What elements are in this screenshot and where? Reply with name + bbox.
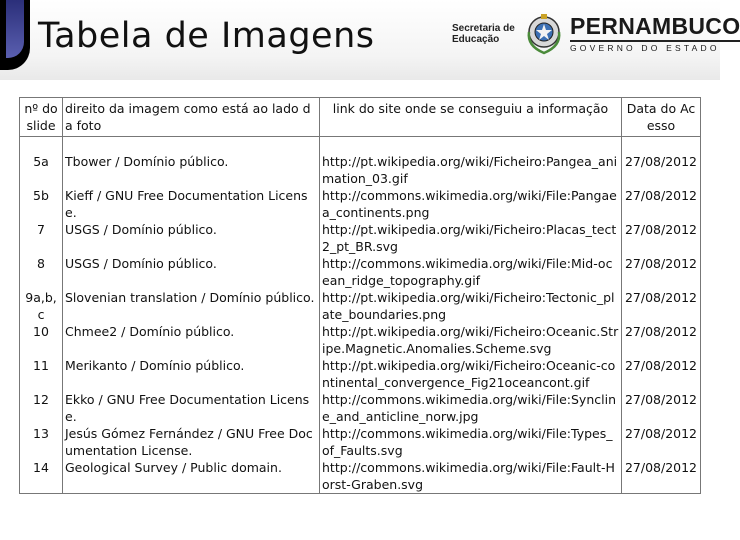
cell-access-date: 27/08/2012 (622, 425, 701, 459)
decorative-corner-bar (0, 0, 30, 70)
cell-source-link[interactable]: http://commons.wikimedia.org/wiki/File:Mid-ocean_ridge_topography.gif (320, 255, 622, 289)
brand-subtitle: GOVERNO DO ESTADO (570, 40, 740, 54)
cell-image-rights: Chmee2 / Domínio público. (63, 323, 320, 357)
header-access-date: Data do Acesso (622, 98, 701, 137)
cell-source-link[interactable]: http://pt.wikipedia.org/wiki/Ficheiro:Pangea_animation_03.gif (320, 137, 622, 188)
cell-access-date: 27/08/2012 (622, 221, 701, 255)
table-row (20, 137, 701, 188)
cell-source-link[interactable]: http://commons.wikimedia.org/wiki/File:Fault-Horst-Graben.svg (320, 459, 622, 494)
cell-image-rights: Merikanto / Domínio público. (63, 357, 320, 391)
slide-title: Tabela de Imagens (38, 16, 375, 56)
cell-slide-number: 7 (20, 221, 63, 255)
brand-block (570, 14, 740, 54)
cell-source-link[interactable]: http://pt.wikipedia.org/wiki/Ficheiro:Oceanic.Stripe.Magnetic.Anomalies.Scheme.svg (320, 323, 622, 357)
cell-slide-number: 5b (20, 187, 63, 221)
table-row (20, 221, 701, 255)
cell-slide-number: 5a (20, 137, 63, 188)
cell-image-rights: Kieff / GNU Free Documentation License. (63, 187, 320, 221)
table-row (20, 459, 701, 494)
cell-image-rights: Tbower / Domínio público. (63, 137, 320, 188)
header-image-rights: direito da imagem como está ao lado da foto (63, 98, 320, 137)
cell-source-link[interactable]: http://commons.wikimedia.org/wiki/File:Syncline_and_anticline_norw.jpg (320, 391, 622, 425)
cell-image-rights: Geological Survey / Public domain. (63, 459, 320, 494)
cell-slide-number: 14 (20, 459, 63, 494)
table-row (20, 425, 701, 459)
cell-access-date: 27/08/2012 (622, 459, 701, 494)
cell-slide-number: 11 (20, 357, 63, 391)
cell-source-link[interactable]: http://pt.wikipedia.org/wiki/Ficheiro:Oceanic-continental_convergence_Fig21oceancont.gif (320, 357, 622, 391)
cell-image-rights: USGS / Domínio público. (63, 255, 320, 289)
cell-slide-number: 8 (20, 255, 63, 289)
cell-image-rights: Ekko / GNU Free Documentation License. (63, 391, 320, 425)
table-row (20, 289, 701, 323)
table-row (20, 357, 701, 391)
table-row (20, 323, 701, 357)
cell-access-date: 27/08/2012 (622, 187, 701, 221)
cell-access-date: 27/08/2012 (622, 137, 701, 188)
cell-slide-number: 9a,b,c (20, 289, 63, 323)
table-row (20, 255, 701, 289)
state-emblem-icon (524, 12, 564, 56)
cell-access-date: 27/08/2012 (622, 289, 701, 323)
cell-access-date: 27/08/2012 (622, 391, 701, 425)
table-row (20, 187, 701, 221)
secretaria-label: Secretaria de Educação (452, 23, 515, 45)
cell-access-date: 27/08/2012 (622, 255, 701, 289)
table-header-row (20, 98, 701, 137)
header-slide-number: nº do slide (20, 98, 63, 137)
cell-image-rights: Slovenian translation / Domínio público. (63, 289, 320, 323)
image-credits-table (19, 97, 701, 494)
slide-header (0, 0, 740, 80)
header-source-link: link do site onde se conseguiu a informação (320, 98, 622, 137)
cell-access-date: 27/08/2012 (622, 357, 701, 391)
government-logo (452, 12, 740, 56)
cell-image-rights: USGS / Domínio público. (63, 221, 320, 255)
cell-image-rights: Jesús Gómez Fernández / GNU Free Documentation License. (63, 425, 320, 459)
cell-slide-number: 12 (20, 391, 63, 425)
brand-name: PERNAMBUCO (570, 13, 740, 39)
cell-access-date: 27/08/2012 (622, 323, 701, 357)
cell-source-link[interactable]: http://commons.wikimedia.org/wiki/File:Pangaea_continents.png (320, 187, 622, 221)
cell-slide-number: 13 (20, 425, 63, 459)
cell-source-link[interactable]: http://commons.wikimedia.org/wiki/File:Types_of_Faults.svg (320, 425, 622, 459)
cell-source-link[interactable]: http://pt.wikipedia.org/wiki/Ficheiro:Placas_tect2_pt_BR.svg (320, 221, 622, 255)
cell-source-link[interactable]: http://pt.wikipedia.org/wiki/Ficheiro:Tectonic_plate_boundaries.png (320, 289, 622, 323)
cell-slide-number: 10 (20, 323, 63, 357)
table-row (20, 391, 701, 425)
